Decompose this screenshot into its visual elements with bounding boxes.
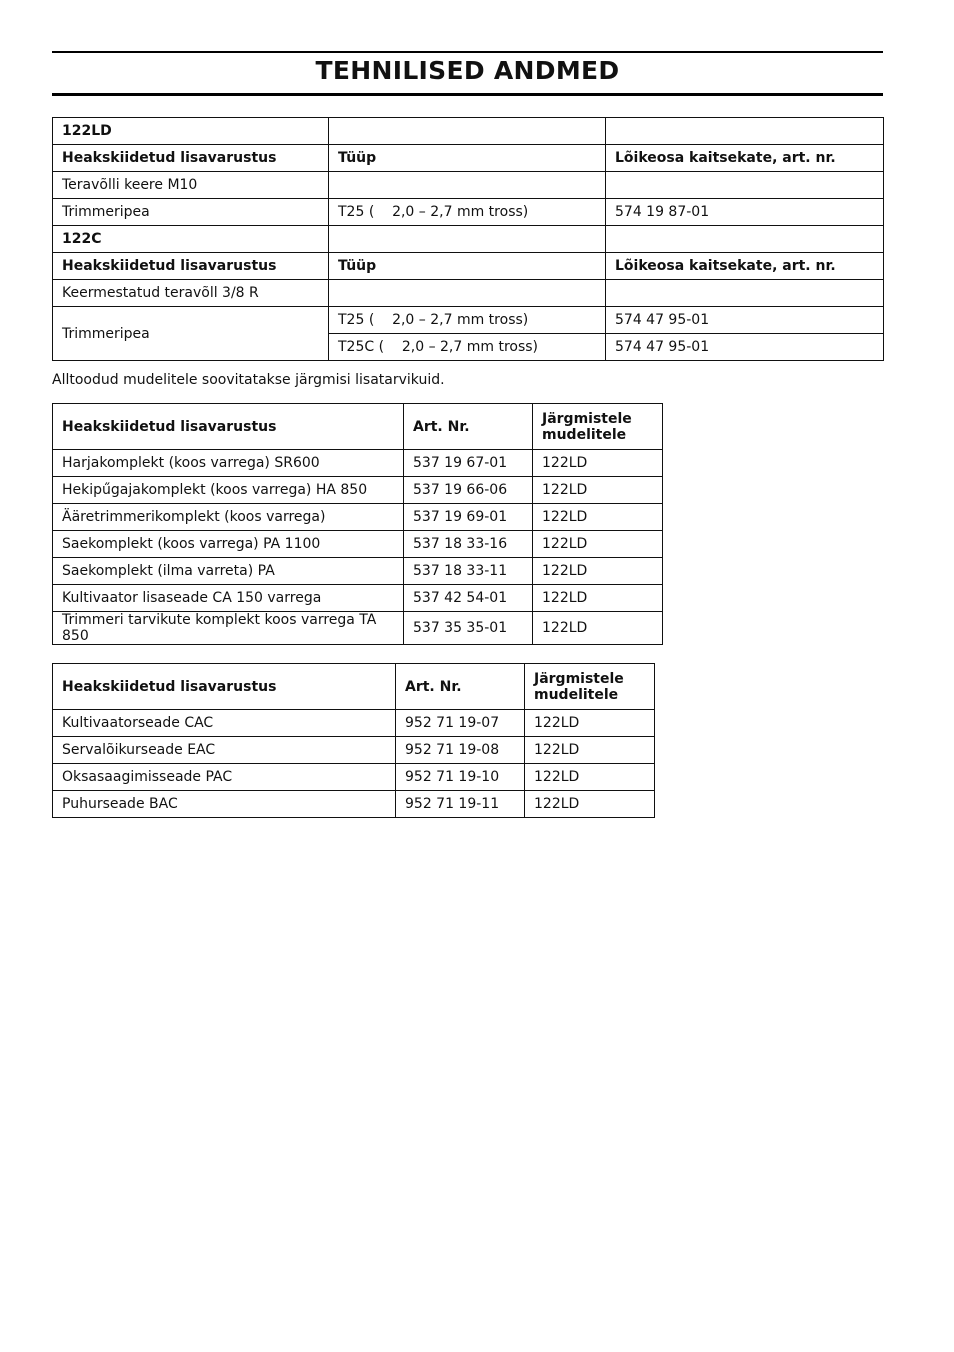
table-row (53, 118, 884, 145)
table-cell (606, 172, 884, 199)
table-cell: 122LD (533, 558, 663, 585)
table-cell: 122LD (525, 791, 655, 818)
table-row (53, 585, 663, 612)
table-row (53, 558, 663, 585)
table-cell (329, 280, 606, 307)
column-header: Heakskiidetud lisavarustus (53, 664, 396, 710)
table-cell: 122LD (533, 531, 663, 558)
column-header: Heakskiidetud lisavarustus (53, 253, 329, 280)
table-row (53, 737, 655, 764)
table-cell: T25 ( 2,0 – 2,7 mm tross) (329, 307, 606, 334)
table-row (53, 764, 655, 791)
table-cell: 952 71 19-07 (396, 710, 525, 737)
table-cell: 537 18 33-16 (404, 531, 533, 558)
table-cell: 574 47 95-01 (606, 307, 884, 334)
column-header: Järgmistele mudelitele (525, 664, 655, 710)
table-cell: Hekipűgajakomplekt (koos varrega) HA 850 (53, 477, 404, 504)
table-cell: 122LD (533, 504, 663, 531)
table-cell: Teravõlli keere M10 (53, 172, 329, 199)
table-cell: 537 19 67-01 (404, 450, 533, 477)
table-row (53, 710, 655, 737)
table-cell: Keermestatud teravõll 3/8 R (53, 280, 329, 307)
table-cell: 537 42 54-01 (404, 585, 533, 612)
column-header: Heakskiidetud lisavarustus (53, 145, 329, 172)
column-header: Lõikeosa kaitsekate, art. nr. (606, 145, 884, 172)
table-cell: Saekomplekt (koos varrega) PA 1100 (53, 531, 404, 558)
table-row (53, 450, 663, 477)
table-cell: Ääretrimmerikomplekt (koos varrega) (53, 504, 404, 531)
table-cell: Trimmeripea (53, 307, 329, 361)
table-row (53, 477, 663, 504)
table-cell: 122LD (533, 612, 663, 645)
table-cell: 122LD (525, 764, 655, 791)
table-cell: 122LD (525, 737, 655, 764)
title-rule-top (52, 51, 883, 53)
table-cell: 122LD (533, 450, 663, 477)
table-cell: 952 71 19-11 (396, 791, 525, 818)
table-cell: Saekomplekt (ilma varreta) PA (53, 558, 404, 585)
table-cell (606, 280, 884, 307)
table-row (53, 253, 884, 280)
column-header: Art. Nr. (396, 664, 525, 710)
column-header: Heakskiidetud lisavarustus (53, 404, 404, 450)
table-cell: Servalõikurseade EAC (53, 737, 396, 764)
column-header: Tüüp (329, 145, 606, 172)
model-label: 122C (53, 226, 329, 253)
table-row (53, 172, 884, 199)
table-cell: T25C ( 2,0 – 2,7 mm tross) (329, 334, 606, 361)
table-cell: Puhurseade BAC (53, 791, 396, 818)
compatibility-table (52, 117, 884, 361)
table-cell: 952 71 19-10 (396, 764, 525, 791)
title-rule-bottom (52, 93, 883, 96)
table-cell: 537 18 33-11 (404, 558, 533, 585)
table-cell: 122LD (525, 710, 655, 737)
table-cell: 574 47 95-01 (606, 334, 884, 361)
column-header: Art. Nr. (404, 404, 533, 450)
table-header-row (53, 404, 663, 450)
table-cell: Harjakomplekt (koos varrega) SR600 (53, 450, 404, 477)
table-cell: 952 71 19-08 (396, 737, 525, 764)
table-cell (329, 172, 606, 199)
note-text: Alltoodud mudelitele soovitatakse järgmisi lisatarvikuid. (52, 372, 445, 388)
table-cell: 537 19 66-06 (404, 477, 533, 504)
table-cell: 122LD (533, 585, 663, 612)
column-header: Tüüp (329, 253, 606, 280)
table-row (53, 280, 884, 307)
table-cell: T25 ( 2,0 – 2,7 mm tross) (329, 199, 606, 226)
table-row (53, 612, 663, 645)
table-cell: 537 19 69-01 (404, 504, 533, 531)
table-cell: 537 35 35-01 (404, 612, 533, 645)
table-cell: 574 19 87-01 (606, 199, 884, 226)
table-cell: Trimmeri tarvikute komplekt koos varrega TA 850 (53, 612, 404, 645)
accessories-table (52, 403, 663, 645)
column-header: Lõikeosa kaitsekate, art. nr. (606, 253, 884, 280)
table-cell: Kultivaator lisaseade CA 150 varrega (53, 585, 404, 612)
table-cell: Oksasaagimisseade PAC (53, 764, 396, 791)
table-row (53, 791, 655, 818)
table-row (53, 145, 884, 172)
model-label: 122LD (53, 118, 329, 145)
page-title: TEHNILISED ANDMED (315, 56, 620, 85)
table-cell: 122LD (533, 477, 663, 504)
table-row (53, 226, 884, 253)
table-cell: Trimmeripea (53, 199, 329, 226)
table-row (53, 504, 663, 531)
column-header: Järgmistele mudelitele (533, 404, 663, 450)
table-row (53, 531, 663, 558)
table-header-row (53, 664, 655, 710)
table-cell: Kultivaatorseade CAC (53, 710, 396, 737)
table-row (53, 307, 884, 334)
table-row (53, 199, 884, 226)
attachments-table (52, 663, 655, 818)
